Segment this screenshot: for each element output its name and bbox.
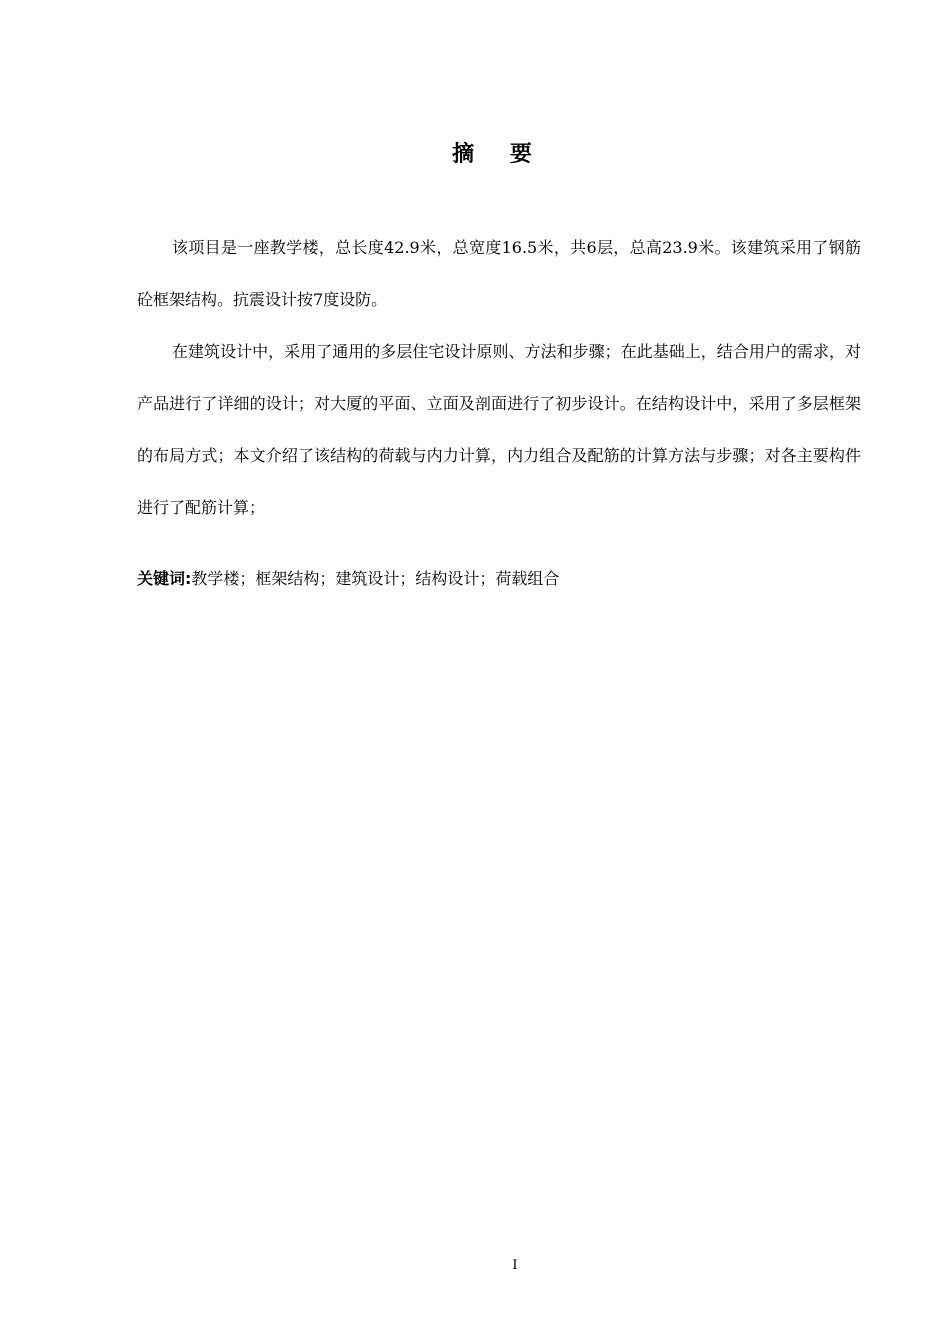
keywords-line <box>137 564 861 594</box>
abstract-body <box>137 222 861 534</box>
keywords-label: 关键词: <box>137 569 192 588</box>
abstract-title: 摘 要 <box>452 142 546 167</box>
abstract-paragraph-1: 该项目是一座教学楼，总长度42.9米，总宽度16.5米，共6层，总高23.9米。该建筑采用了钢筋砼框架结构。抗震设计按7度设防。 <box>137 238 861 309</box>
keywords-text: 教学楼；框架结构；建筑设计；结构设计；荷载组合 <box>191 569 560 588</box>
page-number: I <box>512 1258 518 1273</box>
abstract-paragraph-2: 在建筑设计中，采用了通用的多层住宅设计原则、方法和步骤；在此基础上，结合用户的需求，对产品进行了详细的设计；对大厦的平面、立面及剖面进行了初步设计。在结构设计中，采用了多层框架的布局方式；本文介绍了该结构的荷载与内力计算，内力组合及配筋的计算方法与步骤；对各主要构件进行了配筋计算； <box>137 342 861 517</box>
